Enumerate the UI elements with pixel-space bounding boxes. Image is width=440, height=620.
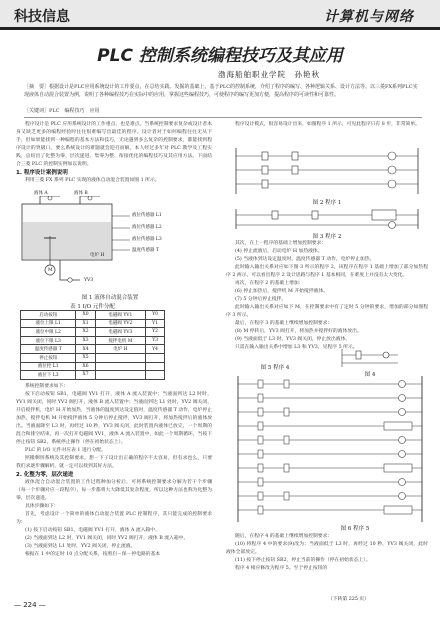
table-cell: 温度传感器 T bbox=[21, 345, 76, 354]
table-cell: 液位下 L3 bbox=[21, 371, 76, 380]
temp-sensor-label: 温度传感器 T bbox=[132, 248, 159, 253]
paragraph: (1) 按下启动按钮 SB1，电磁阀 YV1 打开，液体 A 流入箱中。 bbox=[25, 528, 160, 533]
table-cell: 液位控 L1 bbox=[21, 362, 76, 371]
table-row bbox=[21, 336, 165, 345]
table-cell: 停止按钮 bbox=[21, 353, 76, 362]
column-2-body bbox=[226, 240, 428, 352]
abstract-divider bbox=[24, 117, 422, 118]
figure-5-6-ladder bbox=[234, 376, 426, 522]
paragraph: 系统控制要求如下： bbox=[25, 384, 69, 389]
figure-2-caption: 图 2 程序 1 bbox=[312, 200, 342, 206]
table-1-caption: 表 1 I/O 元件分配 bbox=[70, 304, 115, 310]
paragraph: (3) 当液面到达 L1 处时，YV2 阀关闭，停止流液。 bbox=[25, 544, 136, 549]
mixing-tank-diagram bbox=[20, 196, 200, 292]
sensor-l2-label: 液位传感器 L2 bbox=[132, 225, 162, 230]
table-cell bbox=[146, 371, 165, 380]
paragraph: (10) 将程序 4 中的要求(9)改为：当液面低于 L3 时，再经过 10 秒，YV3 阀关闭，此时液体全部放完。 bbox=[226, 542, 428, 555]
table-row bbox=[21, 353, 165, 362]
liquid-a-label: 液体 A bbox=[34, 191, 48, 196]
table-cell bbox=[146, 353, 165, 362]
paragraph: (9) 当液面低于 L3 时，YV3 阀关闭，停止放出液体。 bbox=[235, 337, 351, 342]
paragraph: 随后，在程序 4 的基础上继续增加控制要求： bbox=[235, 534, 333, 539]
figure-5-caption: 图 5 程序 4 bbox=[260, 365, 290, 371]
paragraph: (2) 当液面到达 L2 时，YV1 阀关闭，同时 YV2 阀打开，液体 B 流入箱中。 bbox=[25, 536, 189, 541]
paragraph: 最后，在程序 3 的基础上继续增加控制要求： bbox=[235, 321, 333, 326]
paragraph: (11) 按下停止按钮 SB2，停止当前的操作（停在初始状态上）。 bbox=[235, 558, 371, 563]
figure-3-program-2 bbox=[232, 207, 422, 231]
paragraph: 程序 4 相应修改为程序 5。至于停止按钮的 bbox=[235, 566, 328, 571]
sensor-l1-label: 液位传感器 L1 bbox=[132, 213, 162, 218]
figure-2-program-1 bbox=[232, 146, 422, 196]
paragraph: 此时输入输出关系对应如下图 3 所示的程序 2，该程序在程序 1 基础上增加了部分加热程序 2 两示，可以看出程序 2 设计思路与程序 1 基本相同，在难度上并没有太大变化。 bbox=[226, 265, 428, 278]
table-cell: 电磁阀 YV1 bbox=[95, 311, 145, 320]
figure-4-caption: 图 4 bbox=[364, 372, 376, 378]
table-row bbox=[21, 371, 165, 380]
figure-1 bbox=[20, 191, 200, 292]
paragraph: 再次，在程序 2 的基础上增加： bbox=[235, 281, 304, 286]
table-cell bbox=[146, 362, 165, 371]
paragraph: (4) 停止流液后，启动电炉 H 加热液体。 bbox=[235, 249, 323, 254]
table-cell: X2 bbox=[76, 328, 95, 337]
table-cell: 电炉 H bbox=[95, 345, 145, 354]
abstract: ［摘 要］根据设计是PLC应用系统设计的工作要点，在总结实践、发掘的基础上，基于PLC的控制系统，介绍了程序的编写、各种逻辑关系、设计方法等。以三菱FX系列PLC实现液体自动混合装置为例，说明了各种编程技巧在实际中的应用，掌握这些编程技巧，可使程序的编写更加方便，提高程序的可读性和可靠性。 bbox=[24, 84, 418, 98]
paragraph: (5) 当液体到达设定温度时，温度传感器 T 动作，电炉停止加热。 bbox=[235, 257, 375, 262]
column-2-conclusion bbox=[226, 533, 428, 573]
table-cell bbox=[95, 371, 145, 380]
section-heading: 2. 化整为零，层次递进 bbox=[16, 472, 74, 478]
paragraph: 根据在 1 中的定时 10 点分配关系，按照启－保－停电路的基本 bbox=[25, 552, 161, 557]
table-cell: 液位中限 L2 bbox=[21, 328, 76, 337]
paragraph: 按下启动按钮 SB1，电磁阀 YV1 打开，液体 A 流入装置中；当液面到达 L2 时时，YV1 阀关闭，同时 YV2 阀打开，液体 B 流入装置中；当液面到达 L1 处时，YV2 阀关闭，开启搅拌机，电炉 H 开始加热，当液体的温度到达设定值时，温度传感器 T 动作，电炉停止加热，搅拌电机 M 开始搅拌液体 5 分钟后停止搅拌，YV3 阀打开，将加热搅拌后的液体放出。当液面降至 L3 时，再经过 10 秒，YV3 阀关闭，此时装置内液体已放完，一个周期的混合和排空结束，再一次打开电磁阀 YV1，液体 A 流入装置中，如此一个周期循环，当按下停止按钮 SB2，系统停止操作（停在初始状态上）。 bbox=[16, 392, 212, 445]
page-number: — 224 — bbox=[14, 601, 46, 609]
keywords: ［关键词］PLC 编程技巧 应用 bbox=[24, 108, 100, 114]
paragraph: (8) M 停转后，YV3 阀打开，将加热并搅拌好的液体放出。 bbox=[235, 329, 362, 334]
paragraph: (6) 停止加热后，搅拌机 M 开始搅拌液体。 bbox=[235, 289, 329, 294]
table-row bbox=[21, 328, 165, 337]
table-cell: 搅拌电机 M bbox=[95, 336, 145, 345]
ladder-diagram-program-4 bbox=[234, 376, 426, 522]
ladder-diagram-program-2 bbox=[232, 207, 422, 231]
table-cell: X1 bbox=[76, 319, 95, 328]
sensor-l3-label: 液位传感器 L3 bbox=[132, 237, 162, 242]
paragraph: (7) 5 分钟后停止搅拌。 bbox=[235, 297, 287, 302]
table-cell bbox=[95, 362, 145, 371]
table-cell: Y1 bbox=[146, 319, 165, 328]
table-cell: Y0 bbox=[146, 311, 165, 320]
figure-1-caption: 图 1 液体自动混合装置 bbox=[81, 295, 139, 301]
table-row bbox=[21, 345, 165, 354]
table-cell: Y3 bbox=[146, 336, 165, 345]
liquid-b-label: 液体 B bbox=[74, 191, 88, 196]
io-assignment-table bbox=[20, 310, 165, 380]
paragraph: PLC 的 I/O 元件对应表 1 进行分配。 bbox=[25, 448, 106, 453]
table-cell bbox=[95, 353, 145, 362]
journal-section-label: 科技信息 bbox=[14, 9, 70, 25]
figure-3-caption: 图 3 程序 2 bbox=[312, 234, 342, 240]
table-cell: Y4 bbox=[146, 345, 165, 354]
paragraph: 程序设计是 PLC 应用系统设计的工作重点，也是难点。当系统控制要求复杂或设计者本身又缺乏更多的编程经验时往往很难编写出最佳的程序。设计者对于如何编程往往无从下手，但如果能找到一种编程的基本方法和技巧，无论遇到多么复杂的控制要求，都能找到程序设计的突破口。要么系统设计的难题就会迎刃而解。本人经过多年对 PLC 教学及工程实践，总结出了化整为零、层次递进、集零为整、衔接优化的编程技巧及其应用方法。下面结合三菱 PLC 的控制实例加以说明。 bbox=[16, 122, 212, 167]
continued-note: （下转第 225 页） bbox=[328, 597, 369, 602]
table-row bbox=[21, 362, 165, 371]
table-cell: X4 bbox=[76, 345, 95, 354]
article-title: PLC 控制系统编程技巧及其应用 bbox=[97, 46, 343, 66]
table-cell: X6 bbox=[76, 362, 95, 371]
table-row bbox=[21, 311, 165, 320]
table-cell: Y2 bbox=[146, 328, 165, 337]
figure-4 bbox=[340, 347, 400, 369]
column-1-intro bbox=[16, 121, 212, 185]
table-row bbox=[21, 319, 165, 328]
table-cell: X7 bbox=[76, 371, 95, 380]
heater-label: 电炉 H bbox=[90, 253, 105, 258]
paragraph: 具体步骤如下： bbox=[25, 504, 59, 509]
paragraph: 照搬剩别系统及其控制要求，想一下子设计出正确的程序不太容易，但有求也么，只要我们求逐步骤解析，就一定可以找到其好方法。 bbox=[16, 456, 212, 469]
author-line: 渤海船舶职业学院 孙艳秋 bbox=[218, 70, 320, 79]
paragraph: 只需在输入输出关系中增加 L3 和 YV3，见程序 5 所示。 bbox=[235, 345, 358, 350]
paragraph: 液体混合自动混合装置的工作过程种加分析后，可将系统控制要求分解为若干个步骤（每一个步骤对应一段程序），每一步都将大大降低其复杂程度，所以这种方法也称为化整为零，层次递进。 bbox=[16, 480, 212, 501]
ladder-diagram-program-1 bbox=[232, 146, 422, 196]
table-cell: X0 bbox=[76, 311, 95, 320]
table-cell: X5 bbox=[76, 353, 95, 362]
table-cell: 启动按钮 bbox=[21, 311, 76, 320]
motor-label: M bbox=[48, 268, 53, 273]
paragraph: 此时输入输出关系对应如下 M，在控制要求中有了定时 5 分钟的要求，增加的部分如图程序 3 所示。 bbox=[226, 305, 428, 318]
table-cell: 液位下限 L3 bbox=[21, 336, 76, 345]
table-cell: 电磁阀 YV3 bbox=[95, 328, 145, 337]
valve-yv3-label: YV3 bbox=[84, 278, 94, 283]
figure-6-caption: 图 6 程序 5 bbox=[340, 526, 370, 532]
page-header bbox=[0, 0, 440, 30]
paragraph: 其次，在上一程序的基础上增加控制要求： bbox=[235, 241, 327, 246]
paragraph: 首先，考虑设计一个简单的液体自动混合装置 PLC 控制程序，其只能完成的控制要求为： bbox=[16, 512, 212, 525]
table-cell: X3 bbox=[76, 336, 95, 345]
ladder-fragment bbox=[340, 347, 400, 369]
column-2-intro bbox=[226, 121, 428, 129]
paragraph: 程序设计模式，很容易设计出来，如图程序 1 所示，可见此程序只有 8 步，非常简单。 bbox=[235, 122, 420, 127]
table-cell: 电磁阀 YV2 bbox=[95, 319, 145, 328]
category-label: 计算机与网络 bbox=[324, 9, 414, 25]
paragraph: 利用三菱 FX 系列 PLC 实现的液体自动混合装置如图 1 所示。 bbox=[25, 178, 160, 183]
column-1-body bbox=[16, 383, 212, 559]
section-heading: 1. 程序设计案例说明 bbox=[16, 170, 68, 176]
table-cell: 液位上限 L1 bbox=[21, 319, 76, 328]
